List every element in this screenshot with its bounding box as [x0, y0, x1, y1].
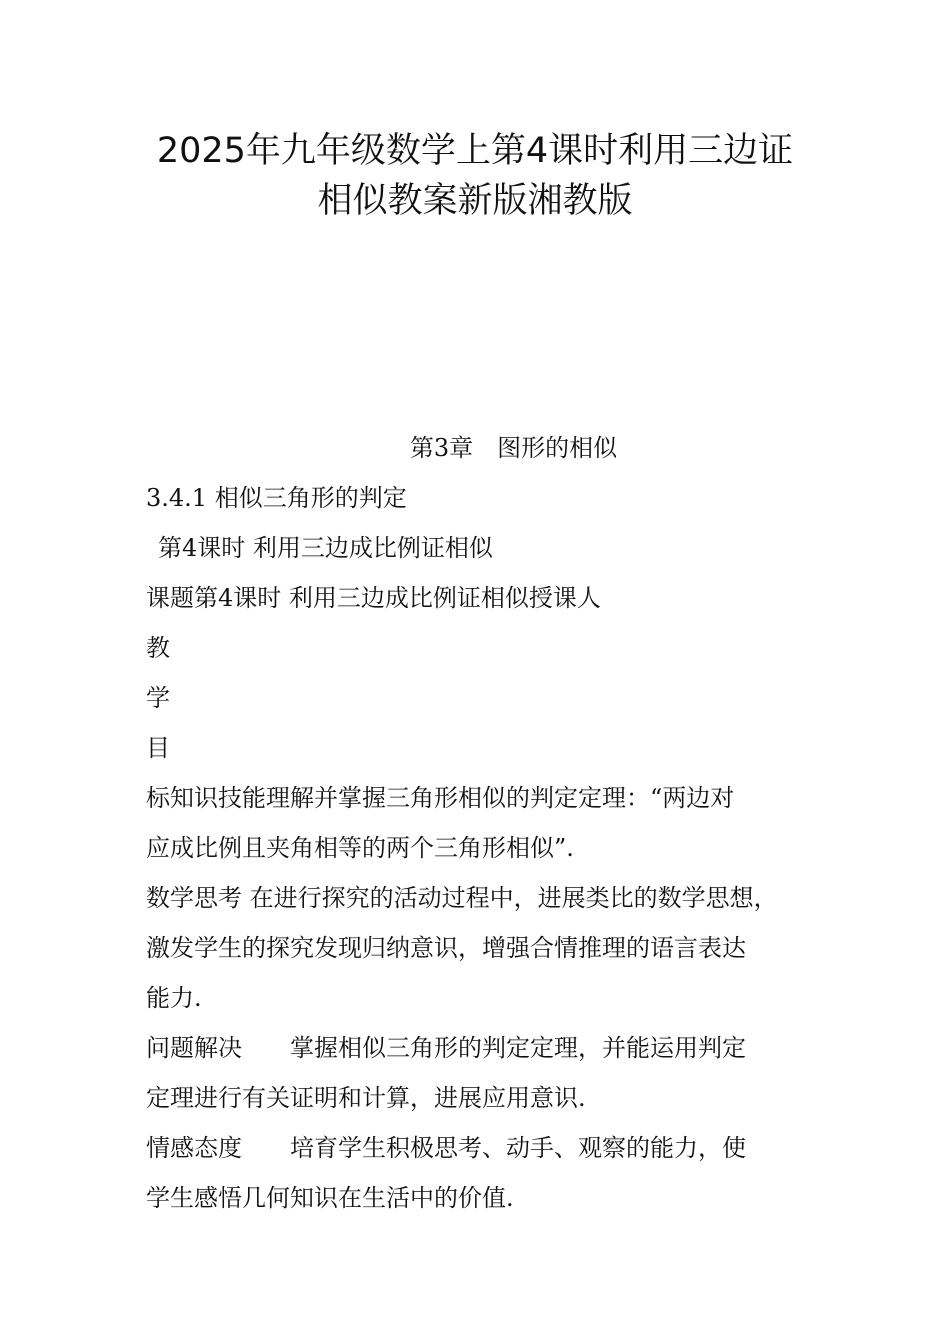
objective-line-5: 能力. — [146, 984, 202, 1012]
topic-line: 课题第4课时 利用三边成比例证相似授课人 — [146, 584, 601, 612]
objective-line-7: 定理进行有关证明和计算，进展应用意识. — [146, 1084, 586, 1112]
vertical-char-2: 学 — [146, 684, 170, 712]
vertical-char-3: 目 — [146, 734, 170, 762]
objective-line-1: 标知识技能理解并掌握三角形相似的判定定理：“两边对 — [146, 784, 735, 812]
vertical-char-1: 教 — [146, 634, 170, 662]
document-title-line-1: 2025年九年级数学上第4课时利用三边证 — [156, 131, 794, 171]
objective-line-3: 数学思考 在进行探究的活动过程中，进展类比的数学思想， — [146, 884, 778, 912]
objective-line-8: 情感态度 培育学生积极思考、动手、观察的能力，使 — [146, 1134, 746, 1162]
section-heading: 3.4.1 相似三角形的判定 — [146, 484, 407, 512]
chapter-heading: 第3章 图形的相似 — [409, 434, 618, 462]
document-title-line-2: 相似教案新版湘教版 — [317, 181, 633, 221]
objective-line-9: 学生感悟几何知识在生活中的价值. — [146, 1184, 514, 1212]
objective-line-4: 激发学生的探究发现归纳意识，增强合情推理的语言表达 — [146, 934, 746, 962]
lesson-heading: 第4课时 利用三边成比例证相似 — [158, 534, 493, 562]
objective-line-6: 问题解决 掌握相似三角形的判定定理，并能运用判定 — [146, 1034, 746, 1062]
objective-line-2: 应成比例且夹角相等的两个三角形相似”. — [146, 834, 574, 862]
